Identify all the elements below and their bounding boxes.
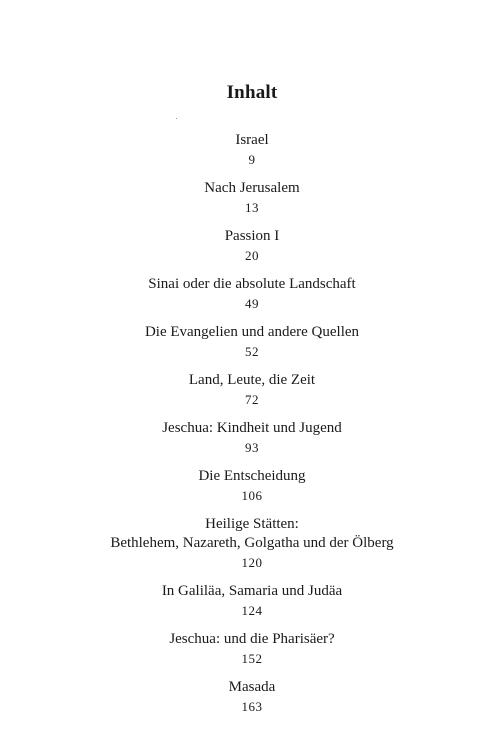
toc-entry-page: 9 — [248, 152, 256, 167]
toc-entry-title: In Galiläa, Samaria und Judäa — [161, 583, 343, 599]
toc-entry-page: 20 — [245, 248, 259, 263]
toc-entry-title: Masada — [228, 679, 276, 695]
table-of-contents — [0, 131, 504, 714]
toc-entry-title: Jeschua: und die Pharisäer? — [169, 631, 335, 647]
toc-entry-title: Heilige Stätten: — [205, 516, 299, 532]
paper-speck — [176, 118, 177, 119]
toc-entry-page: 72 — [245, 392, 259, 407]
toc-entry-page: 163 — [241, 699, 263, 714]
toc-entry-title: Jeschua: Kindheit und Jugend — [162, 420, 342, 436]
toc-entry-page: 13 — [245, 200, 259, 215]
toc-entry — [0, 323, 504, 359]
toc-entry — [0, 515, 504, 570]
toc-entry-title: Sinai oder die absolute Landschaft — [148, 276, 356, 292]
toc-entry — [0, 131, 504, 167]
toc-entry-page: 120 — [241, 555, 263, 570]
toc-entry-page: 52 — [245, 344, 259, 359]
toc-entry — [0, 275, 504, 311]
toc-entry — [0, 419, 504, 455]
toc-entry — [0, 179, 504, 215]
toc-entry-title: Die Entscheidung — [198, 468, 306, 484]
toc-entry-title: Passion I — [224, 228, 280, 244]
toc-entry — [0, 678, 504, 714]
toc-entry-page: 152 — [241, 651, 263, 666]
toc-entry-title: Israel — [235, 132, 269, 148]
toc-entry-title: Die Evangelien und andere Quellen — [144, 324, 360, 340]
toc-entry-title: Nach Jerusalem — [204, 180, 300, 196]
toc-entry — [0, 467, 504, 503]
page-title: Inhalt — [226, 82, 278, 103]
toc-entry-subtitle: Bethlehem, Nazareth, Golgatha und der Ölberg — [110, 535, 394, 551]
toc-entry-page: 124 — [241, 603, 263, 618]
toc-entry — [0, 227, 504, 263]
toc-entry-title: Land, Leute, die Zeit — [188, 372, 316, 388]
toc-entry — [0, 582, 504, 618]
toc-entry-page: 106 — [241, 488, 263, 503]
toc-entry — [0, 630, 504, 666]
toc-entry-page: 49 — [245, 296, 259, 311]
toc-entry — [0, 371, 504, 407]
toc-entry-page: 93 — [245, 440, 259, 455]
